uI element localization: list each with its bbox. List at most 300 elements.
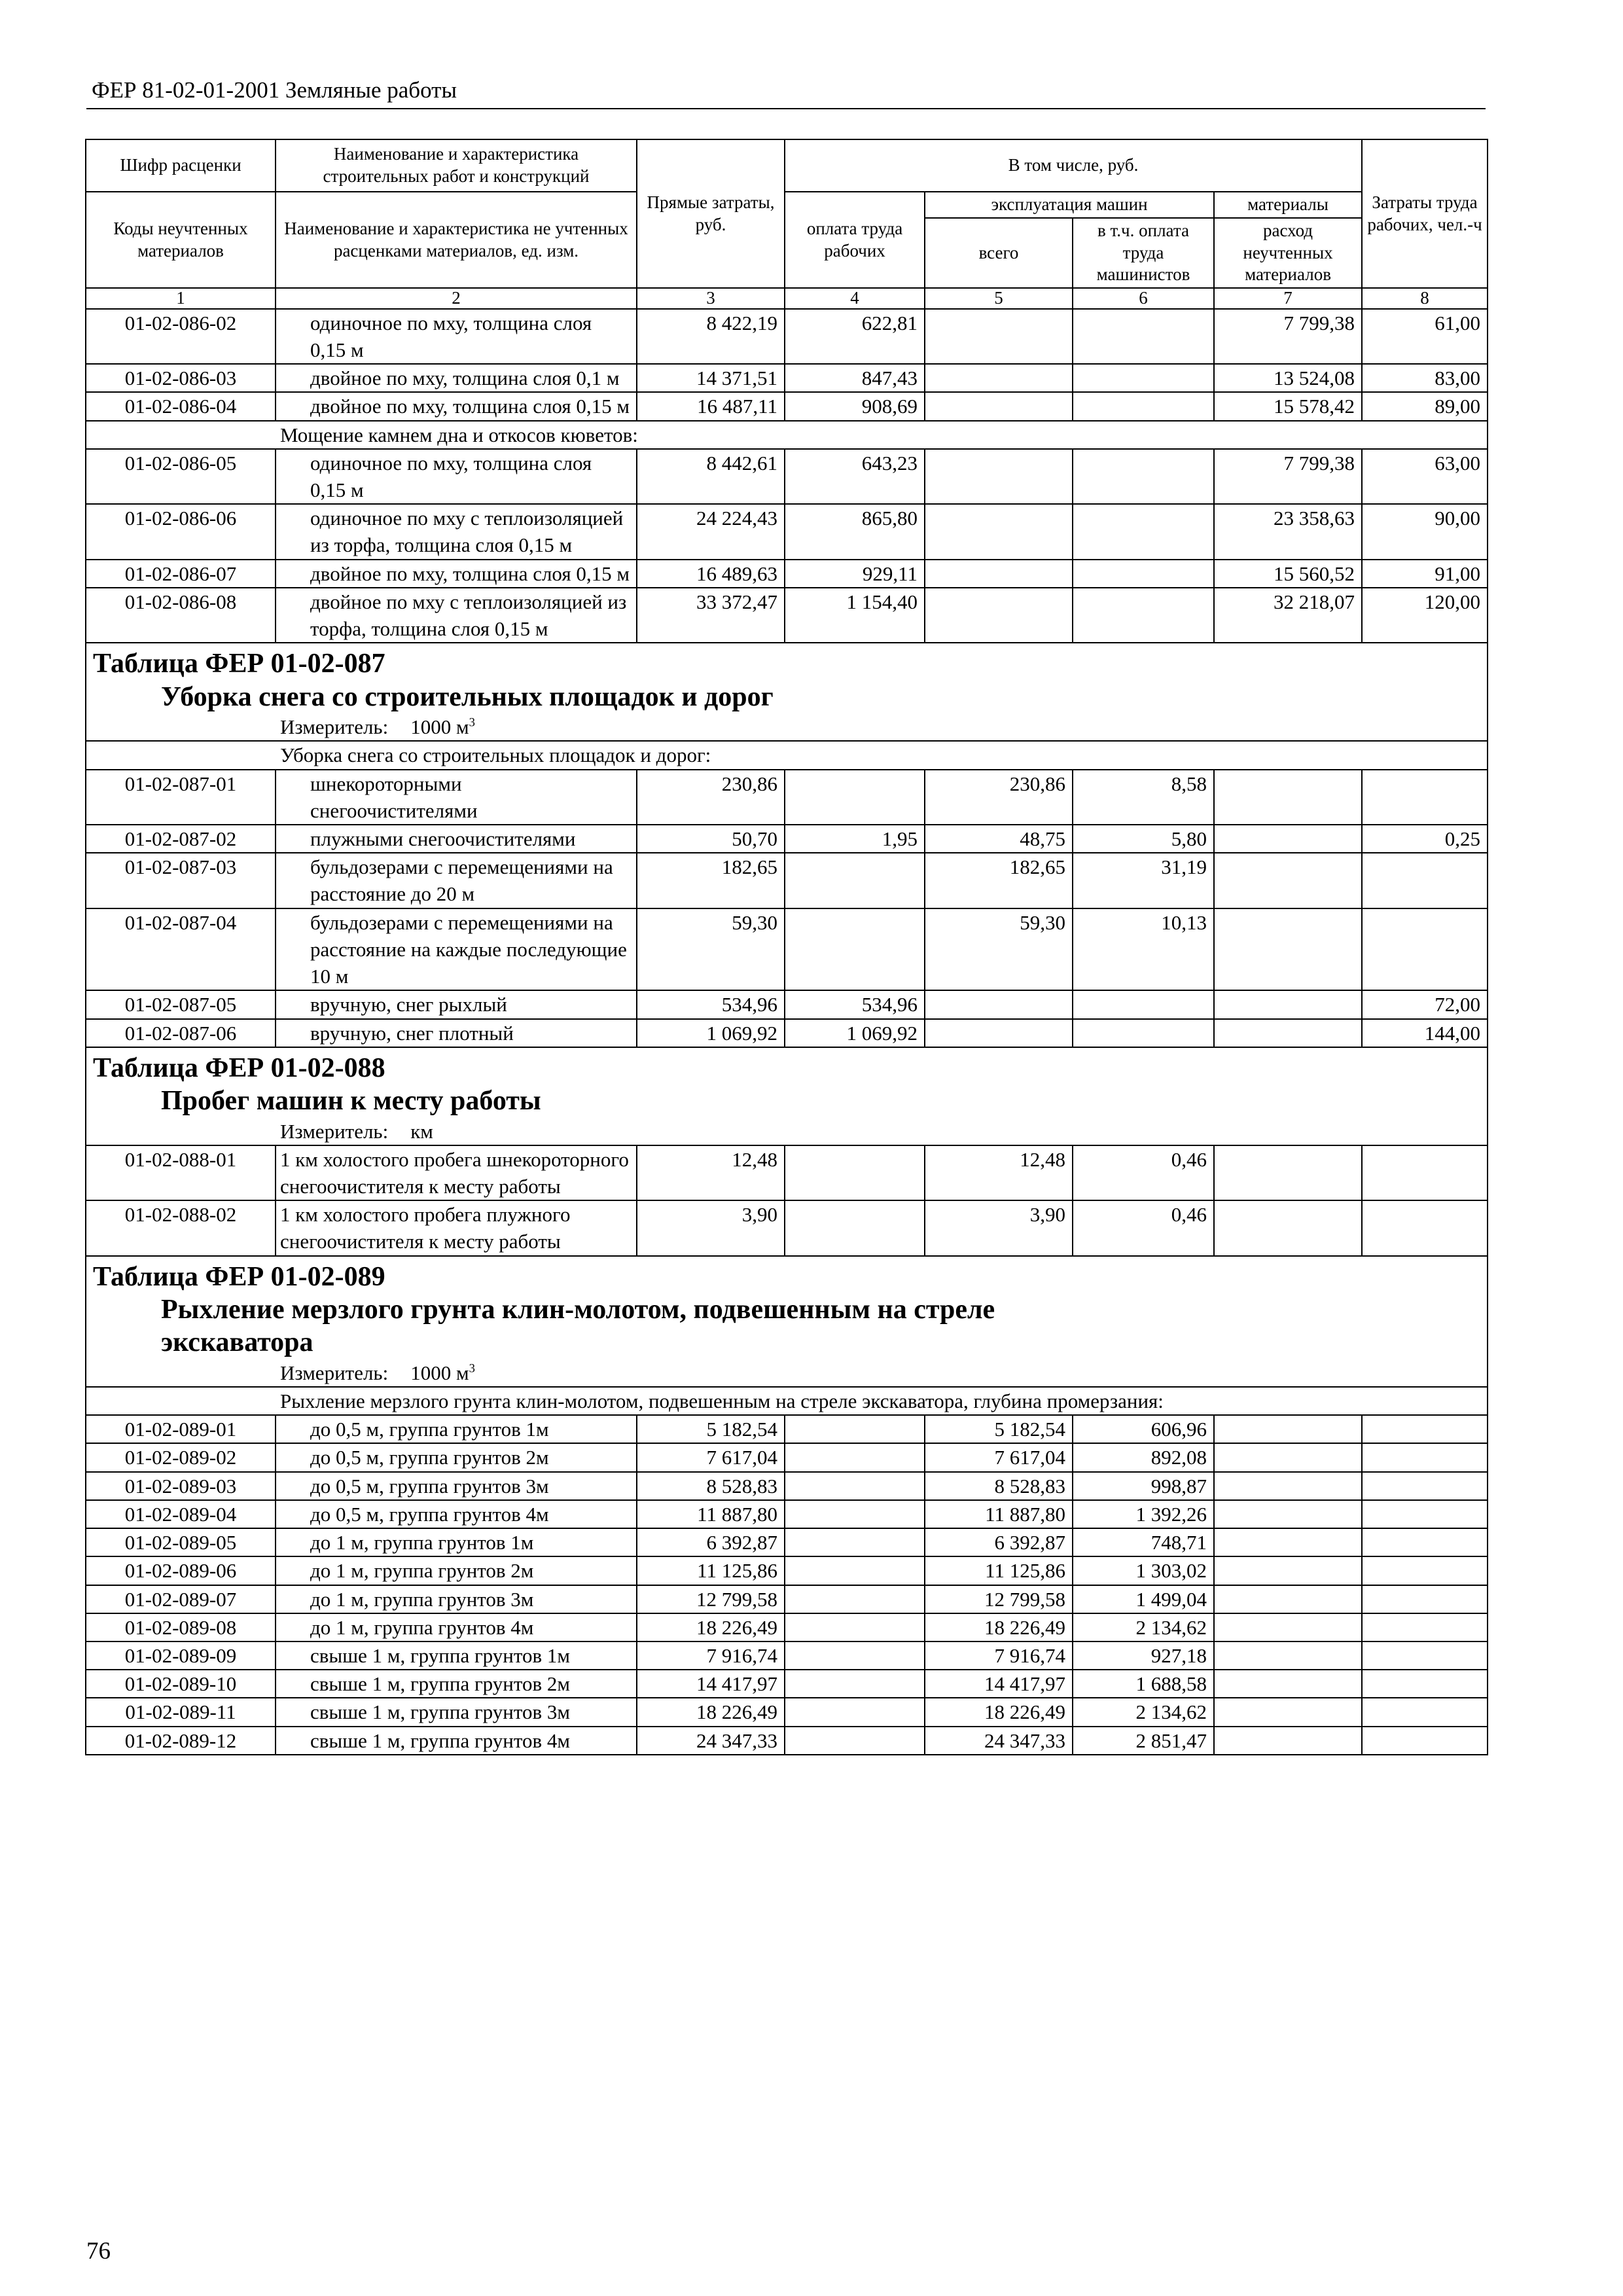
cell-labor: [1362, 1200, 1488, 1255]
cell-name: до 1 м, группа грунтов 2м: [276, 1556, 637, 1585]
meter-value: 1000 м: [410, 715, 469, 739]
cell-labor: 0,25: [1362, 825, 1488, 853]
cell-labor-pay: 1 154,40: [785, 588, 925, 643]
cell-machines-operators: 927,18: [1073, 1641, 1214, 1670]
table-title: [86, 643, 1488, 713]
cell-code: 01-02-089-04: [86, 1500, 276, 1528]
table-name: Рыхление мерзлого грунта клин-молотом, подвешенным на стреле экскаватора: [161, 1294, 995, 1358]
hdr-mat-expense: расход неучтенных материалов: [1214, 218, 1362, 288]
meter-value: 1000 м: [410, 1361, 469, 1384]
table-row: [86, 560, 1488, 588]
table-row: [86, 1670, 1488, 1698]
cell-labor: 90,00: [1362, 504, 1488, 559]
cell-code: 01-02-087-02: [86, 825, 276, 853]
table-row: [86, 825, 1488, 853]
table-number: Таблица ФЕР 01-02-089: [93, 1261, 385, 1292]
cell-materials: [1214, 853, 1362, 908]
cell-labor: [1362, 1641, 1488, 1670]
cell-labor: [1362, 1613, 1488, 1641]
price-table: [85, 139, 1488, 1755]
hdr-code: Шифр расценки: [86, 139, 276, 192]
cell-materials: 15 578,42: [1214, 392, 1362, 420]
table-row: [86, 1200, 1488, 1255]
table-088-heading: [86, 1047, 1488, 1145]
cell-code: 01-02-089-01: [86, 1415, 276, 1443]
cell-code: 01-02-088-02: [86, 1200, 276, 1255]
table-087-heading: [86, 643, 1488, 769]
cell-machines-operators: [1073, 364, 1214, 392]
cell-labor: [1362, 1500, 1488, 1528]
cell-code: 01-02-086-02: [86, 309, 276, 364]
cell-machines-operators: 1 392,26: [1073, 1500, 1214, 1528]
cell-direct: 230,86: [637, 770, 785, 825]
cell-machines-total: 3,90: [925, 1200, 1073, 1255]
table-row: [86, 504, 1488, 559]
cell-labor: [1362, 1145, 1488, 1200]
cell-materials: 7 799,38: [1214, 449, 1362, 504]
cell-materials: 7 799,38: [1214, 309, 1362, 364]
cell-labor: [1362, 1443, 1488, 1471]
cell-machines-total: 12 799,58: [925, 1585, 1073, 1613]
cell-machines-total: [925, 392, 1073, 420]
page-number: 76: [86, 2238, 111, 2265]
cell-labor: 89,00: [1362, 392, 1488, 420]
cell-name: до 0,5 м, группа грунтов 1м: [276, 1415, 637, 1443]
hdr-incl: В том числе, руб.: [785, 139, 1362, 192]
cell-direct: 6 392,87: [637, 1528, 785, 1556]
cell-materials: [1214, 1613, 1362, 1641]
cell-materials: [1214, 1145, 1362, 1200]
group-heading: Мощение камнем дна и откосов кюветов:: [86, 421, 1488, 449]
rows-086a: [86, 309, 1488, 421]
cell-materials: [1214, 1415, 1362, 1443]
column-numbers: [86, 288, 1488, 309]
rows-086b: [86, 449, 1488, 643]
cell-labor-pay: 865,80: [785, 504, 925, 559]
price-table-wrapper: [85, 139, 1487, 1755]
cell-materials: [1214, 1019, 1362, 1047]
meter-sup: 3: [469, 715, 475, 730]
cell-materials: 32 218,07: [1214, 588, 1362, 643]
cell-code: 01-02-087-05: [86, 990, 276, 1018]
hdr-name-unaccounted: Наименование и характеристика не учтенных расценками материалов, ед. изм.: [276, 192, 637, 288]
cell-code: 01-02-089-11: [86, 1698, 276, 1726]
cell-direct: 18 226,49: [637, 1698, 785, 1726]
rows-089: [86, 1415, 1488, 1755]
table-name: Уборка снега со строительных площадок и дорог: [161, 681, 774, 712]
cell-code: 01-02-087-06: [86, 1019, 276, 1047]
cell-machines-operators: 1 499,04: [1073, 1585, 1214, 1613]
cell-code: 01-02-089-08: [86, 1613, 276, 1641]
cell-name: бульдозерами с перемещениями на расстояние до 20 м: [276, 853, 637, 908]
colnum: 4: [785, 288, 925, 309]
cell-direct: 8 528,83: [637, 1472, 785, 1500]
cell-labor-pay: [785, 1500, 925, 1528]
cell-code: 01-02-087-03: [86, 853, 276, 908]
hdr-incl-operators: в т.ч. оплата труда машинистов: [1073, 218, 1214, 288]
cell-direct: 12,48: [637, 1145, 785, 1200]
cell-labor: [1362, 1472, 1488, 1500]
cell-materials: [1214, 1528, 1362, 1556]
cell-labor-pay: [785, 1415, 925, 1443]
cell-materials: [1214, 770, 1362, 825]
cell-direct: 16 487,11: [637, 392, 785, 420]
colnum: 5: [925, 288, 1073, 309]
cell-machines-total: 7 617,04: [925, 1443, 1073, 1471]
cell-machines-total: 182,65: [925, 853, 1073, 908]
cell-machines-total: 59,30: [925, 908, 1073, 991]
cell-labor-pay: 929,11: [785, 560, 925, 588]
cell-code: 01-02-086-06: [86, 504, 276, 559]
cell-materials: [1214, 1727, 1362, 1755]
cell-machines-operators: [1073, 449, 1214, 504]
cell-labor: [1362, 1585, 1488, 1613]
cell-direct: 14 371,51: [637, 364, 785, 392]
cell-labor: [1362, 770, 1488, 825]
cell-name: 1 км холостого пробега шнекороторного снегоочистителя к месту работы: [276, 1145, 637, 1200]
cell-direct: 5 182,54: [637, 1415, 785, 1443]
cell-direct: 7 617,04: [637, 1443, 785, 1471]
cell-name: двойное по мху, толщина слоя 0,1 м: [276, 364, 637, 392]
cell-machines-total: 14 417,97: [925, 1670, 1073, 1698]
cell-labor: 83,00: [1362, 364, 1488, 392]
cell-name: одиночное по мху, толщина слоя 0,15 м: [276, 449, 637, 504]
cell-materials: [1214, 825, 1362, 853]
cell-labor-pay: [785, 1200, 925, 1255]
cell-machines-total: 24 347,33: [925, 1727, 1073, 1755]
rows-088: [86, 1145, 1488, 1256]
cell-labor-pay: [785, 1472, 925, 1500]
cell-machines-total: [925, 364, 1073, 392]
cell-machines-operators: 1 688,58: [1073, 1670, 1214, 1698]
cell-name: одиночное по мху с теплоизоляцией из торфа, толщина слоя 0,15 м: [276, 504, 637, 559]
cell-labor: [1362, 1727, 1488, 1755]
cell-labor: 63,00: [1362, 449, 1488, 504]
cell-machines-operators: 748,71: [1073, 1528, 1214, 1556]
cell-machines-total: 11 125,86: [925, 1556, 1073, 1585]
cell-machines-total: 12,48: [925, 1145, 1073, 1200]
cell-materials: [1214, 1443, 1362, 1471]
meter: [86, 713, 1488, 741]
cell-name: свыше 1 м, группа грунтов 2м: [276, 1670, 637, 1698]
cell-materials: [1214, 1472, 1362, 1500]
cell-code: 01-02-089-02: [86, 1443, 276, 1471]
rows-087: [86, 770, 1488, 1047]
cell-name: до 1 м, группа грунтов 1м: [276, 1528, 637, 1556]
table-row: [86, 1415, 1488, 1443]
cell-machines-operators: [1073, 1019, 1214, 1047]
cell-machines-operators: 31,19: [1073, 853, 1214, 908]
cell-machines-total: [925, 1019, 1073, 1047]
meter-label: Измеритель:: [280, 715, 389, 739]
table-number: Таблица ФЕР 01-02-087: [93, 649, 385, 679]
cell-labor-pay: 622,81: [785, 309, 925, 364]
cell-machines-total: [925, 990, 1073, 1018]
table-title: [86, 1256, 1488, 1359]
cell-name: 1 км холостого пробега плужного снегоочистителя к месту работы: [276, 1200, 637, 1255]
cell-materials: [1214, 1670, 1362, 1698]
cell-name: плужными снегоочистителями: [276, 825, 637, 853]
table-row: [86, 1019, 1488, 1047]
cell-direct: 7 916,74: [637, 1641, 785, 1670]
cell-labor-pay: [785, 1670, 925, 1698]
table-row: [86, 1698, 1488, 1726]
cell-name: двойное по мху, толщина слоя 0,15 м: [276, 392, 637, 420]
cell-direct: 3,90: [637, 1200, 785, 1255]
cell-materials: 23 358,63: [1214, 504, 1362, 559]
hdr-direct: Прямые затраты, руб.: [637, 139, 785, 288]
cell-materials: 13 524,08: [1214, 364, 1362, 392]
table-row: [86, 588, 1488, 643]
cell-name: бульдозерами с перемещениями на расстояние на каждые последующие 10 м: [276, 908, 637, 991]
cell-direct: 50,70: [637, 825, 785, 853]
table-row: [86, 1613, 1488, 1641]
cell-code: 01-02-089-07: [86, 1585, 276, 1613]
cell-labor: 144,00: [1362, 1019, 1488, 1047]
cell-direct: 534,96: [637, 990, 785, 1018]
table-row: [86, 1528, 1488, 1556]
table-row: [86, 990, 1488, 1018]
cell-machines-total: [925, 588, 1073, 643]
cell-labor-pay: 643,23: [785, 449, 925, 504]
cell-machines-total: [925, 449, 1073, 504]
table-row: [86, 908, 1488, 991]
cell-name: свыше 1 м, группа грунтов 4м: [276, 1727, 637, 1755]
cell-materials: [1214, 908, 1362, 991]
cell-machines-total: 230,86: [925, 770, 1073, 825]
cell-name: до 0,5 м, группа грунтов 4м: [276, 1500, 637, 1528]
cell-direct: 16 489,63: [637, 560, 785, 588]
table-row: [86, 1500, 1488, 1528]
cell-machines-operators: [1073, 588, 1214, 643]
cell-machines-total: 18 226,49: [925, 1698, 1073, 1726]
cell-materials: [1214, 1556, 1362, 1585]
cell-materials: [1214, 1500, 1362, 1528]
cell-materials: [1214, 1698, 1362, 1726]
meter-sup: 3: [469, 1361, 475, 1376]
cell-machines-operators: 998,87: [1073, 1472, 1214, 1500]
cell-labor-pay: 1,95: [785, 825, 925, 853]
meter-label: Измеритель:: [280, 1119, 389, 1143]
cell-direct: 182,65: [637, 853, 785, 908]
meter: [86, 1359, 1488, 1387]
table-row: [86, 309, 1488, 364]
cell-labor-pay: [785, 1528, 925, 1556]
cell-labor: [1362, 853, 1488, 908]
cell-code: 01-02-087-01: [86, 770, 276, 825]
group-heading: Уборка снега со строительных площадок и дорог:: [86, 741, 1488, 769]
cell-code: 01-02-086-08: [86, 588, 276, 643]
table-row: [86, 449, 1488, 504]
hdr-codes-unaccounted: Коды неучтенных материалов: [86, 192, 276, 288]
cell-direct: 24 224,43: [637, 504, 785, 559]
hdr-machines: эксплуатация машин: [925, 192, 1214, 218]
cell-labor-pay: [785, 853, 925, 908]
group-086: [86, 421, 1488, 449]
cell-machines-operators: 606,96: [1073, 1415, 1214, 1443]
colnum: 3: [637, 288, 785, 309]
cell-materials: [1214, 1200, 1362, 1255]
cell-machines-total: 7 916,74: [925, 1641, 1073, 1670]
cell-code: 01-02-089-03: [86, 1472, 276, 1500]
cell-name: свыше 1 м, группа грунтов 3м: [276, 1698, 637, 1726]
cell-name: до 1 м, группа грунтов 3м: [276, 1585, 637, 1613]
cell-machines-operators: 5,80: [1073, 825, 1214, 853]
cell-direct: 11 887,80: [637, 1500, 785, 1528]
hdr-labor-pay: оплата труда рабочих: [785, 192, 925, 288]
cell-machines-operators: 0,46: [1073, 1200, 1214, 1255]
cell-labor-pay: [785, 1698, 925, 1726]
table-row: [86, 1585, 1488, 1613]
cell-labor-pay: [785, 1145, 925, 1200]
colnum: 7: [1214, 288, 1362, 309]
cell-labor: 91,00: [1362, 560, 1488, 588]
colnum: 6: [1073, 288, 1214, 309]
cell-labor: [1362, 1698, 1488, 1726]
cell-name: до 0,5 м, группа грунтов 3м: [276, 1472, 637, 1500]
cell-name: одиночное по мху, толщина слоя 0,15 м: [276, 309, 637, 364]
colnum: 8: [1362, 288, 1488, 309]
cell-materials: [1214, 1641, 1362, 1670]
hdr-total: всего: [925, 218, 1073, 288]
cell-name: двойное по мху с теплоизоляцией из торфа, толщина слоя 0,15 м: [276, 588, 637, 643]
cell-machines-operators: 10,13: [1073, 908, 1214, 991]
meter-value: км: [410, 1119, 433, 1143]
cell-materials: [1214, 990, 1362, 1018]
cell-labor-pay: [785, 1585, 925, 1613]
cell-name: двойное по мху, толщина слоя 0,15 м: [276, 560, 637, 588]
cell-machines-operators: [1073, 392, 1214, 420]
cell-machines-operators: 0,46: [1073, 1145, 1214, 1200]
cell-machines-operators: [1073, 504, 1214, 559]
cell-labor: [1362, 1528, 1488, 1556]
cell-labor: [1362, 908, 1488, 991]
cell-code: 01-02-086-05: [86, 449, 276, 504]
cell-direct: 8 422,19: [637, 309, 785, 364]
cell-labor-pay: 534,96: [785, 990, 925, 1018]
cell-direct: 8 442,61: [637, 449, 785, 504]
cell-code: 01-02-086-07: [86, 560, 276, 588]
table-row: [86, 853, 1488, 908]
cell-code: 01-02-089-06: [86, 1556, 276, 1585]
cell-machines-total: [925, 560, 1073, 588]
cell-labor-pay: 908,69: [785, 392, 925, 420]
cell-labor: 120,00: [1362, 588, 1488, 643]
cell-machines-operators: 892,08: [1073, 1443, 1214, 1471]
cell-code: 01-02-089-10: [86, 1670, 276, 1698]
table-name: Пробег машин к месту работы: [161, 1086, 541, 1117]
table-row: [86, 364, 1488, 392]
cell-code: 01-02-089-12: [86, 1727, 276, 1755]
cell-machines-operators: [1073, 990, 1214, 1018]
cell-machines-operators: 2 851,47: [1073, 1727, 1214, 1755]
colnum: 2: [276, 288, 637, 309]
cell-machines-total: 8 528,83: [925, 1472, 1073, 1500]
meter-label: Измеритель:: [280, 1361, 389, 1384]
cell-direct: 14 417,97: [637, 1670, 785, 1698]
cell-labor: [1362, 1556, 1488, 1585]
cell-machines-total: [925, 309, 1073, 364]
cell-code: 01-02-088-01: [86, 1145, 276, 1200]
cell-materials: 15 560,52: [1214, 560, 1362, 588]
table-row: [86, 770, 1488, 825]
cell-labor-pay: [785, 770, 925, 825]
cell-machines-total: 18 226,49: [925, 1613, 1073, 1641]
cell-materials: [1214, 1585, 1362, 1613]
cell-machines-operators: [1073, 560, 1214, 588]
cell-direct: 24 347,33: [637, 1727, 785, 1755]
cell-direct: 11 125,86: [637, 1556, 785, 1585]
cell-labor-pay: 1 069,92: [785, 1019, 925, 1047]
cell-labor-pay: [785, 1727, 925, 1755]
hdr-name: Наименование и характеристика строительных работ и конструкций: [276, 139, 637, 192]
running-header: ФЕР 81-02-01-2001 Земляные работы: [92, 77, 457, 103]
table-header: [86, 139, 1488, 309]
cell-name: до 0,5 м, группа грунтов 2м: [276, 1443, 637, 1471]
cell-labor: 72,00: [1362, 990, 1488, 1018]
table-089-heading: [86, 1256, 1488, 1416]
group-heading: Рыхление мерзлого грунта клин-молотом, подвешенным на стреле экскаватора, глубина промерзания:: [86, 1387, 1488, 1415]
table-number: Таблица ФЕР 01-02-088: [93, 1052, 385, 1083]
cell-code: 01-02-089-05: [86, 1528, 276, 1556]
cell-code: 01-02-086-03: [86, 364, 276, 392]
cell-machines-operators: 2 134,62: [1073, 1698, 1214, 1726]
cell-name: до 1 м, группа грунтов 4м: [276, 1613, 637, 1641]
cell-machines-operators: [1073, 309, 1214, 364]
cell-machines-operators: 2 134,62: [1073, 1613, 1214, 1641]
cell-machines-total: 6 392,87: [925, 1528, 1073, 1556]
table-row: [86, 392, 1488, 420]
table-row: [86, 1472, 1488, 1500]
cell-machines-operators: 1 303,02: [1073, 1556, 1214, 1585]
cell-labor-pay: [785, 1613, 925, 1641]
table-title: [86, 1047, 1488, 1118]
hdr-materials: материалы: [1214, 192, 1362, 218]
cell-direct: 59,30: [637, 908, 785, 991]
cell-name: шнекороторными снегоочистителями: [276, 770, 637, 825]
cell-labor-pay: [785, 1443, 925, 1471]
cell-direct: 1 069,92: [637, 1019, 785, 1047]
cell-labor: [1362, 1415, 1488, 1443]
cell-machines-total: 5 182,54: [925, 1415, 1073, 1443]
cell-code: 01-02-086-04: [86, 392, 276, 420]
cell-labor-pay: [785, 908, 925, 991]
cell-machines-total: 48,75: [925, 825, 1073, 853]
cell-labor: [1362, 1670, 1488, 1698]
table-row: [86, 1145, 1488, 1200]
header-rule: [86, 108, 1486, 109]
cell-labor-pay: 847,43: [785, 364, 925, 392]
colnum: 1: [86, 288, 276, 309]
cell-code: 01-02-089-09: [86, 1641, 276, 1670]
cell-direct: 18 226,49: [637, 1613, 785, 1641]
table-row: [86, 1443, 1488, 1471]
cell-name: вручную, снег рыхлый: [276, 990, 637, 1018]
cell-labor-pay: [785, 1556, 925, 1585]
table-row: [86, 1727, 1488, 1755]
meter: [86, 1118, 1488, 1145]
hdr-labor: Затраты труда рабочих, чел.-ч: [1362, 139, 1488, 288]
cell-machines-total: 11 887,80: [925, 1500, 1073, 1528]
cell-direct: 12 799,58: [637, 1585, 785, 1613]
cell-direct: 33 372,47: [637, 588, 785, 643]
cell-name: вручную, снег плотный: [276, 1019, 637, 1047]
cell-name: свыше 1 м, группа грунтов 1м: [276, 1641, 637, 1670]
table-row: [86, 1556, 1488, 1585]
cell-code: 01-02-087-04: [86, 908, 276, 991]
table-row: [86, 1641, 1488, 1670]
cell-labor-pay: [785, 1641, 925, 1670]
